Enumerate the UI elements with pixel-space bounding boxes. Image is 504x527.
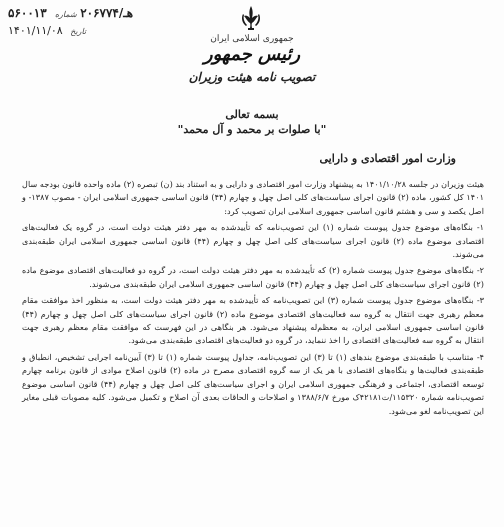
reference-number: ۵۶۰۰۱۳ هـ/۲۰۶۷۷۴ [8,6,134,20]
decree-body [22,178,484,421]
date-label: تاریخ [70,27,87,36]
salavat-line: "با صلوات بر محمد و آل محمد" [177,123,327,136]
paragraph-item-2: ۲- بنگاه‌های موضوع جدول پیوست شماره (۲) که تأییدشده به مهر دفتر هیئت دولت است، در گروه دو فعالیت‌های اقتصادی موضوع ماده (۲) قانون اجرای سیاست‌های کلی اصل چهل و چهارم (۴۴) قانون اساسی جمهوری اسلامی ایران طبقه‌بندی می‌شوند. [22,265,484,289]
reference-number-label: شماره [54,10,77,19]
country-name: جمهوری اسلامی ایران [210,34,294,44]
date-row [8,22,158,40]
document-type: تصویب نامه هیئت وزیران [188,70,316,84]
document-date: ۱۴۰۱/۱۱/۰۸ [8,24,63,37]
office-title: رئیس جمهور [203,44,301,65]
addressee: وزارت امور اقتصادی و دارایی [319,152,456,165]
paragraph-item-4: ۴- متناسب با طبقه‌بندی موضوع بندهای (۱) تا (۳) این تصویب‌نامه، جداول پیوست شماره (۱) تا (۳) آیین‌نامه اجرایی تشخیص، انطباق و طبقه‌بندی فعالیت‌ها و بنگاه‌های اقتصادی با هر یک از سه گروه اقتصادی مصرح در ماده (۲) قانون اصلاح موادی از قانون برنامه چهارم توسعه اقتصادی، اجتماعی و فرهنگی جمهوری اسلامی ایران و اجرای سیاست‌های کلی اصل چهل و چهارم (۴۴) قانون اساسی موضوع تصویب‌نامه شماره ۱۱۵۳۲۰/ت۴۲۱۸۱ک مورخ ۱۳۸۸/۶/۷ و اصلاحات و الحاقات بعدی آن اصلاح و تکمیل می‌شود. کلیه مصوبات قبلی مغایر این تصویب‌نامه لغو می‌شود. [22,351,485,416]
paragraph-intro: هیئت وزیران در جلسه ۱۴۰۱/۱۰/۲۸ به پیشنهاد وزارت امور اقتصادی و دارایی و به استناد بند (ن) تبصره (۲) ماده واحده قانون بودجه سال ۱۴۰۱ کل کشور، ماده (۲) قانون اجرای سیاست‌های کلی اصل چهل و چهارم (۴۴) قانون اساسی جمهوری اسلامی ایران - مصوب ۱۳۸۷- و اصل یکصد و سی و هشتم قانون اساسی جمهوری اسلامی ایران تصویب کرد: [22,179,485,216]
reference-number-row [8,4,158,22]
iran-emblem-icon [236,4,266,32]
paragraph-item-1: ۱- بنگاه‌های موضوع جدول پیوست شماره (۱) این تصویب‌نامه که تأییدشده به مهر دفتر هیئت دولت است، در گروه یک فعالیت‌های اقتصادی موضوع ماده (۲) قانون اجرای سیاست‌های کلی اصل چهل و چهارم (۴۴) قانون اساسی جمهوری اسلامی ایران طبقه‌بندی می‌شوند. [22,222,484,260]
bismillah-line: بسمه تعالی [225,108,279,121]
reference-block [8,4,158,40]
paragraph-item-3: ۳- بنگاه‌های موضوع جدول پیوست شماره (۳) این تصویب‌نامه که تأییدشده به مهر دفتر هیئت دولت است، به منظور اخذ موافقت مقام معظم رهبری جهت انتقال به گروه سه فعالیت‌های اقتصادی موضوع ماده (۲) قانون اجرای سیاست‌های کلی اصل چهل و چهارم (۴۴) قانون اساسی جمهوری اسلامی ایران، به معظم‌له پیشنهاد می‌شود. هر بنگاهی در این فهرست که موافقت مقام معظم رهبری جهت انتقال به گروه سه فعالیت‌های اقتصادی را اخذ ننماید، در گروه دو فعالیت‌های اقتصادی طبقه‌بندی می‌شود. [22,295,484,346]
